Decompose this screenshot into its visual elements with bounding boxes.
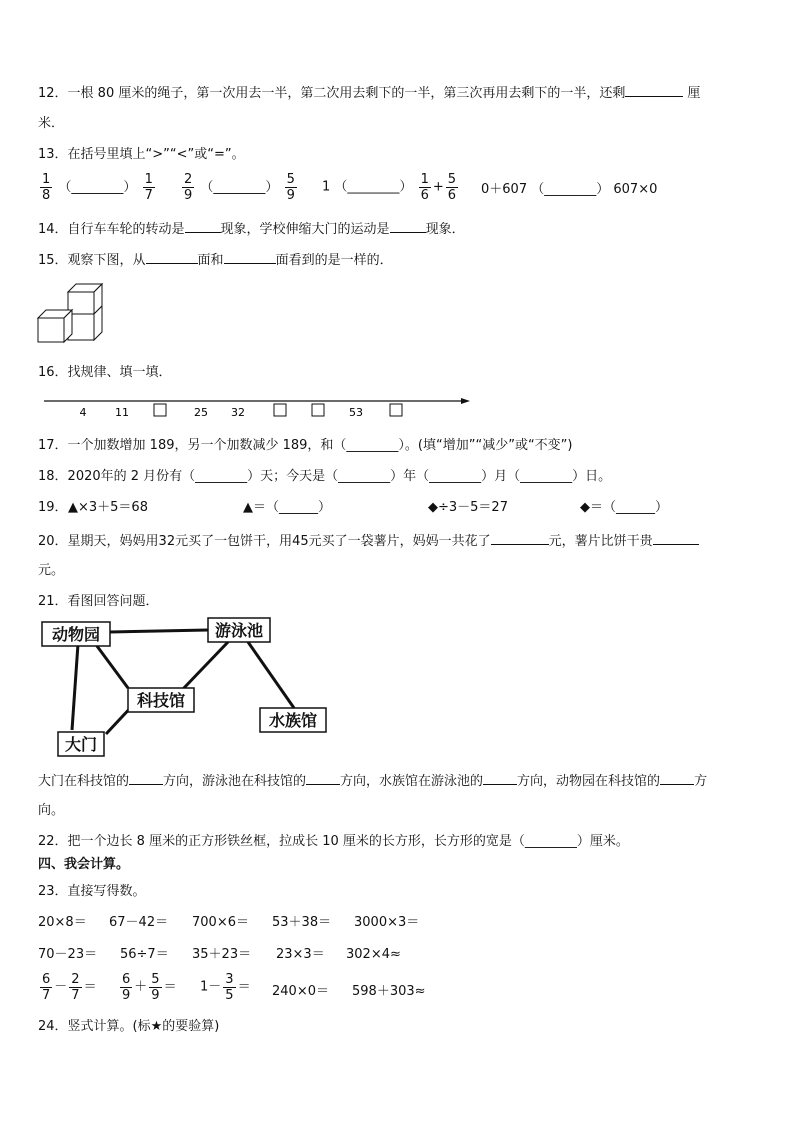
calc-item: 35＋23＝ (192, 947, 252, 962)
fraction: $\frac{2}{9}$ (184, 172, 193, 203)
arrow-head-icon (461, 398, 470, 404)
place-zoo: 动物园 (51, 625, 101, 644)
q12-blank[interactable] (625, 84, 683, 97)
question-20: 20．星期天，妈妈用32元买了一包饼干，用45元买了一袋薯片，妈妈一共花了 元，薯片比饼干贵 (38, 532, 699, 550)
tick-label: 4 (79, 406, 87, 419)
calc-item: 23×3＝ (276, 947, 325, 962)
compare-blank[interactable]: （________） (200, 180, 279, 195)
answer-box[interactable] (390, 404, 402, 416)
q16-text: 16．找规律、填一填． (38, 365, 172, 380)
calc-item: 56÷7＝ (120, 947, 169, 962)
cubes-figure (36, 280, 106, 350)
place-aquarium: 水族馆 (268, 711, 318, 730)
question-14: 14．自行车车轮的转动是 现象，学校伸缩大门的运动是 现象． (38, 222, 465, 237)
calc-item: 3000×3＝ (354, 915, 420, 930)
q20-blank-1[interactable] (491, 532, 549, 545)
compare-blank[interactable]: （________） (58, 180, 137, 195)
question-15: 15．观察下图，从 面和 面看到的是一样的． (38, 253, 393, 268)
q19-eq-1: ▲×3＋5＝68 (68, 500, 148, 515)
fraction: $\frac{1}{6}$ (420, 172, 429, 203)
compare-blank[interactable]: （________） (531, 182, 610, 197)
q18-text: 18．2020年的 2 月份有（________）天；今天是（________）年（________）月（________）日。 (38, 469, 612, 484)
calc-item: 53＋38＝ (272, 915, 332, 930)
fraction: $\frac{5}{6}$ (447, 172, 457, 203)
q19-eq-4[interactable]: ◆＝（______） (580, 500, 668, 515)
q20-line2: 元。 (38, 563, 65, 578)
calc-item: 700×6＝ (192, 915, 249, 930)
calc-fraction-3: 1－ $\frac{3}{5}$ ＝ (200, 972, 251, 1003)
q22-text: 22．把一个边长 8 厘米的正方形铁丝框，拉成长 10 厘米的长方形，长方形的宽是（________）厘米。 (38, 834, 629, 849)
place-gate: 大门 (64, 735, 98, 754)
fraction: $\frac{1}{8}$ (42, 172, 51, 203)
q14-blank-2[interactable] (390, 220, 426, 233)
q21-blank-4[interactable] (660, 772, 694, 785)
q13-item-4: 0＋607 （________） 607×0 (481, 182, 658, 197)
section-heading: 四、我会计算。 (38, 857, 130, 872)
fraction: $\frac{1}{7}$ (144, 172, 153, 203)
question-12 (38, 84, 700, 102)
place-tech: 科技馆 (136, 691, 186, 710)
q19-number: 19． (38, 500, 68, 515)
calc-item: 302×4≈ (346, 947, 401, 962)
q21-line2: 向。 (38, 803, 65, 818)
calc-fraction-1: $\frac{6}{7}$ － $\frac{2}{7}$ ＝ (42, 972, 97, 1003)
q12-text: 12．一根 80 厘米的绳子，第一次用去一半，第二次用去剩下的一半，第三次再用去剩下的一半，还剩 (38, 86, 626, 101)
calc-item: 20×8＝ (38, 915, 87, 930)
q14-blank-1[interactable] (185, 220, 221, 233)
calc-item: 70－23＝ (38, 947, 98, 962)
map-diagram (38, 612, 338, 762)
q24-text: 24．竖式计算。(标★的要验算) (38, 1019, 220, 1034)
answer-box[interactable] (154, 404, 166, 416)
q19-eq-2[interactable]: ▲＝（______） (243, 500, 331, 515)
place-pool: 游泳池 (214, 621, 264, 640)
tick-label: 25 (194, 406, 208, 419)
q20-blank-2[interactable] (653, 532, 699, 545)
q12-unit: 厘 (687, 86, 701, 101)
q13-item-1 (38, 172, 157, 203)
answer-box[interactable] (312, 404, 324, 416)
q19-eq-3: ◆÷3－5＝27 (428, 500, 508, 515)
q15-blank-1[interactable] (146, 251, 198, 264)
tick-label: 32 (231, 406, 245, 419)
q23-text: 23．直接写得数。 (38, 884, 146, 899)
q21-blank-2[interactable] (306, 772, 340, 785)
q21-blank-3[interactable] (483, 772, 517, 785)
answer-box[interactable] (274, 404, 286, 416)
tick-label: 53 (349, 406, 363, 419)
fraction: $\frac{5}{9}$ (286, 172, 295, 203)
calc-fraction-2: $\frac{6}{9}$ ＋ $\frac{5}{9}$ ＝ (122, 972, 177, 1003)
q17-text: 17．一个加数增加 189，另一个加数减少 189，和（________）。(填“增加”“减少”或“不变”) (38, 438, 573, 453)
calc-item: 240×0＝ (272, 984, 329, 999)
q15-blank-2[interactable] (224, 251, 276, 264)
q13-item-3: 1 （________） $\frac{1}{6}$ + $\frac{5}{6}$ (322, 172, 457, 203)
compare-blank[interactable]: （________） (334, 179, 413, 195)
calc-item: 598＋303≈ (352, 984, 426, 999)
q21-blank-1[interactable] (129, 772, 163, 785)
q12-line2: 米． (38, 116, 65, 131)
question-21-answers: 大门在科技馆的 方向，游泳池在科技馆的 方向，水族馆在游泳池的 方向，动物园在科技馆的 方 (38, 774, 708, 789)
number-line (40, 392, 472, 422)
q13-item-2 (180, 172, 299, 203)
calc-item: 67－42＝ (109, 915, 169, 930)
q21-text: 21．看图回答问题． (38, 594, 159, 609)
q13-text: 13．在括号里填上“>”“<”或“=”。 (38, 147, 245, 162)
tick-label: 11 (115, 406, 129, 419)
